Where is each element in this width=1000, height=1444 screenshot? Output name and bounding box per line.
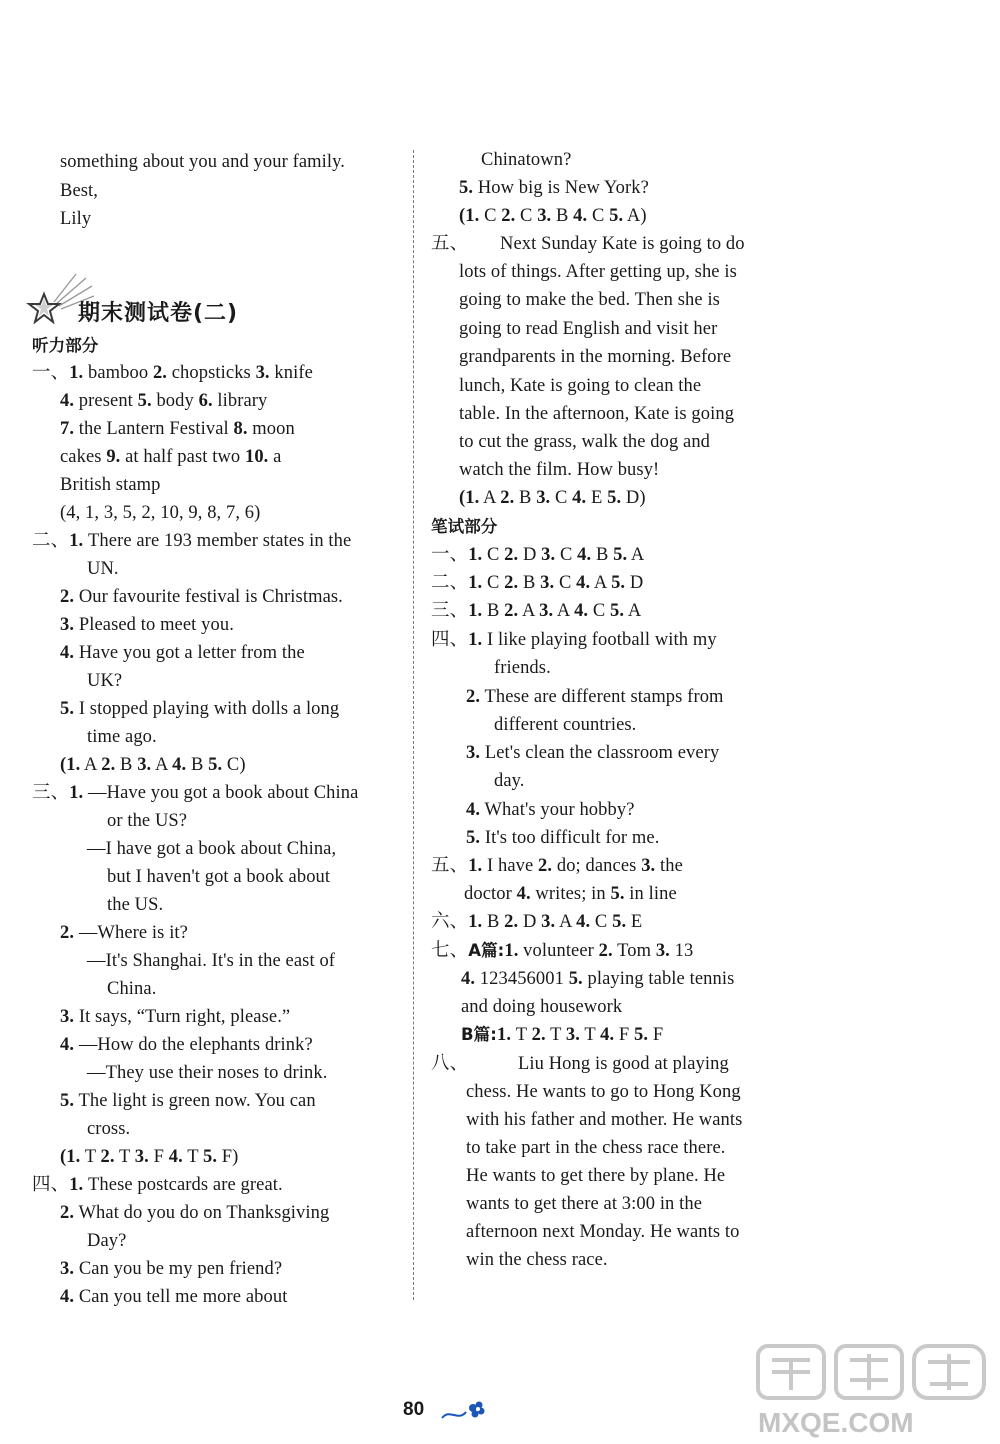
listening-q2-item-5: 5. I stopped playing with dolls a long [60, 699, 340, 719]
listening-q5-line-4: going to read English and visit her [459, 319, 718, 339]
listening-q5-line-9: watch the film. How busy! [459, 460, 660, 480]
listening-q4-item-4: 4. Can you tell me more about [60, 1287, 288, 1307]
written-q7-part-a-3: and doing housework [461, 997, 623, 1017]
letter-signature: Lily [60, 209, 92, 229]
listening-q3-item-3: 3. It says, “Turn right, please.” [60, 1007, 291, 1027]
listening-q3-item-1-c: —I have got a book about China, [87, 839, 337, 859]
column-divider [413, 150, 414, 1300]
listening-q4-answers: (1. C 2. C 3. B 4. C 5. A) [459, 206, 647, 226]
listening-q4-item-2-cont: Day? [87, 1231, 127, 1251]
letter-sign-off: Best, [60, 181, 99, 201]
written-q8-number: 八、 [431, 1054, 469, 1074]
listening-q1-line-3: 7. the Lantern Festival 8. moon [60, 419, 295, 439]
listening-q5-line-2: lots of things. After getting up, she is [459, 262, 737, 282]
listening-q4-item-1: 四、1. These postcards are great. [32, 1175, 283, 1195]
section-title: 期末测试卷(二) [78, 301, 239, 326]
written-q5-line-1: 五、1. I have 2. do; dances 3. the [431, 856, 683, 876]
listening-heading: 听力部分 [32, 336, 99, 355]
written-q4-item-1: 四、1. I like playing football with my [431, 630, 717, 650]
listening-q5-line-3: going to make the bed. Then she is [459, 290, 720, 310]
listening-q1-line-1: 一、1. bamboo 2. chopsticks 3. knife [32, 363, 313, 383]
listening-q3-item-5: 5. The light is green now. You can [60, 1091, 316, 1111]
written-q7-part-a-2: 4. 123456001 5. playing table tennis [461, 969, 735, 989]
listening-q2-item-4: 4. Have you got a letter from the [60, 643, 305, 663]
listening-q3-item-4-b: —They use their noses to drink. [87, 1063, 328, 1083]
listening-q2-item-1: 二、1. There are 193 member states in the [32, 531, 352, 551]
written-q8-line-2: chess. He wants to go to Hong Kong [466, 1082, 741, 1102]
svg-text:MXQE.COM: MXQE.COM [758, 1407, 914, 1438]
letter-closing-line: something about you and your family. [60, 152, 345, 172]
listening-q3-item-5-cont: cross. [87, 1119, 131, 1139]
question-number: 一、 [32, 363, 70, 383]
listening-q3-item-2-b: —It's Shanghai. It's in the east of [87, 951, 336, 971]
listening-q5-answers: (1. A 2. B 3. C 4. E 5. D) [459, 488, 646, 508]
listening-q3-item-2-c: China. [107, 979, 157, 999]
listening-q4-item-3: 3. Can you be my pen friend? [60, 1259, 283, 1279]
listening-q2-item-4-cont: UK? [87, 671, 123, 691]
written-q4-item-3-cont: day. [494, 771, 525, 791]
written-q8-line-1: Liu Hong is good at playing [518, 1054, 729, 1074]
listening-q3-item-2: 2. —Where is it? [60, 923, 188, 943]
listening-q5-line-6: lunch, Kate is going to clean the [459, 376, 702, 396]
listening-q2-item-2: 2. Our favourite festival is Christmas. [60, 587, 343, 607]
listening-q5-line-8: to cut the grass, walk the dog and [459, 432, 711, 452]
listening-q2-answers: (1. A 2. B 3. A 4. B 5. C) [60, 755, 246, 775]
listening-q3-item-1-e: the US. [107, 895, 164, 915]
written-q5-line-2: doctor 4. writes; in 5. in line [464, 884, 677, 904]
watermark-logo-icon [750, 1340, 996, 1440]
listening-q1-order: (4, 1, 3, 5, 2, 10, 9, 8, 7, 6) [60, 503, 261, 523]
listening-q2-item-5-cont: time ago. [87, 727, 157, 747]
listening-q5-number: 五、 [431, 234, 469, 254]
listening-q3-item-1: 三、1. —Have you got a book about China [32, 783, 359, 803]
written-q8-line-3: with his father and mother. He wants [466, 1110, 743, 1130]
written-q8-line-6: wants to get there at 3:00 in the [466, 1194, 703, 1214]
written-q4-item-4: 4. What's your hobby? [466, 800, 635, 820]
written-q4-item-5: 5. It's too difficult for me. [466, 828, 660, 848]
written-heading: 笔试部分 [431, 517, 498, 536]
written-q1-answers: 一、1. C 2. D 3. C 4. B 5. A [431, 545, 645, 565]
written-q2-answers: 二、1. C 2. B 3. C 4. A 5. D [431, 573, 644, 593]
listening-q1-line-4: cakes 9. at half past two 10. a [60, 447, 282, 467]
written-q7-part-b: B篇:1. T 2. T 3. T 4. F 5. F [461, 1025, 664, 1045]
flower-ornament-icon [440, 1398, 488, 1424]
written-q4-item-1-cont: friends. [494, 658, 551, 678]
written-q8-line-8: win the chess race. [466, 1250, 608, 1270]
listening-q2-item-1-cont: UN. [87, 559, 119, 579]
listening-q4-item-5: 5. How big is New York? [459, 178, 649, 198]
listening-q3-item-4: 4. —How do the elephants drink? [60, 1035, 313, 1055]
listening-q5-line-5: grandparents in the morning. Before [459, 347, 732, 367]
listening-q3-answers: (1. T 2. T 3. F 4. T 5. F) [60, 1147, 239, 1167]
page-number: 80 [403, 1399, 425, 1420]
listening-q5-line-7: table. In the afternoon, Kate is going [459, 404, 735, 424]
listening-q1-line-5: British stamp [60, 475, 161, 495]
written-q8-line-4: to take part in the chess race there. [466, 1138, 726, 1158]
written-q8-line-7: afternoon next Monday. He wants to [466, 1222, 740, 1242]
listening-q2-item-3: 3. Pleased to meet you. [60, 615, 234, 635]
written-q3-answers: 三、1. B 2. A 3. A 4. C 5. A [431, 601, 642, 621]
written-q4-item-3: 3. Let's clean the classroom every [466, 743, 720, 763]
written-q8-line-5: He wants to get there by plane. He [466, 1166, 726, 1186]
listening-q3-item-1-b: or the US? [107, 811, 188, 831]
listening-q1-line-2: 4. present 5. body 6. library [60, 391, 268, 411]
listening-q4-item-2: 2. What do you do on Thanksgiving [60, 1203, 330, 1223]
written-q4-item-2: 2. These are different stamps from [466, 687, 724, 707]
listening-q4-item-4-cont: Chinatown? [481, 150, 572, 170]
written-q6-answers: 六、1. B 2. D 3. A 4. C 5. E [431, 912, 643, 932]
listening-q3-item-1-d: but I haven't got a book about [107, 867, 331, 887]
written-q7-part-a-1: 七、A篇:1. volunteer 2. Tom 3. 13 [431, 941, 694, 961]
written-q4-item-2-cont: different countries. [494, 715, 637, 735]
listening-q5-line-1: Next Sunday Kate is going to do [500, 234, 745, 254]
